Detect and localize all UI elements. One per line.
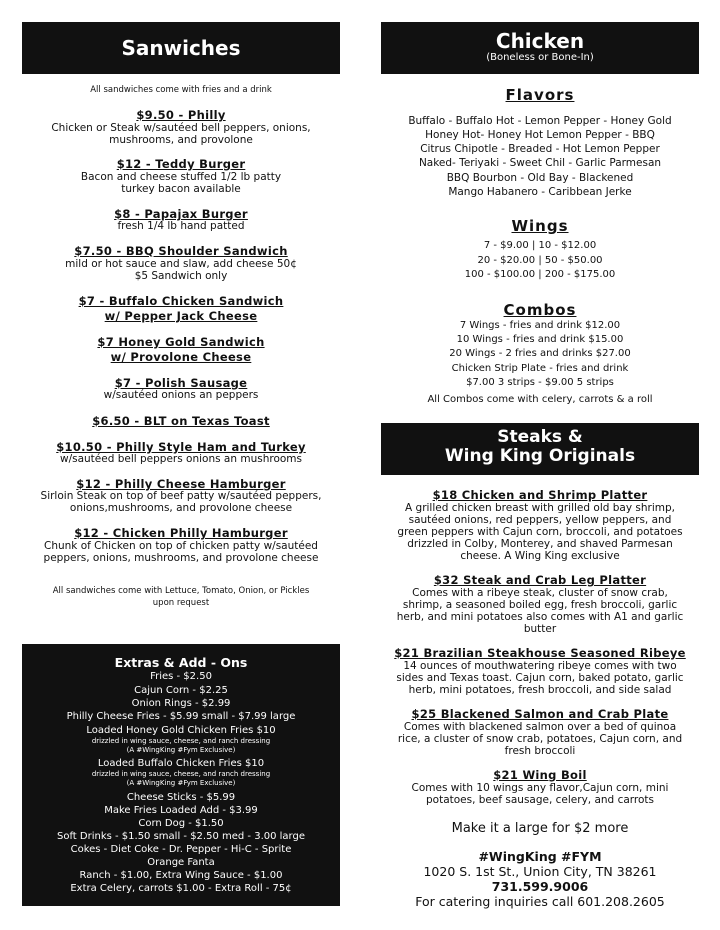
extras-line: Onion Rings - $2.99 bbox=[131, 698, 231, 709]
item-wing-boil-desc: Comes with 10 wings any flavor,Cajun corn, mini bbox=[411, 782, 669, 794]
catering-info: For catering inquiries call 601.208.2605 bbox=[415, 894, 665, 909]
item-polish-sausage-desc: w/sautéed onions an peppers bbox=[103, 389, 259, 401]
item-salmon-crab-desc: Comes with blackened salmon over a bed of quinoa bbox=[403, 721, 677, 733]
item-teddy-burger-name: $12 - Teddy Burger bbox=[116, 157, 246, 171]
item-philly-cheese-hamburger-desc: onions,mushrooms, and provolone cheese bbox=[69, 502, 293, 514]
item-ribeye-desc: herb, mini potatoes, fresh broccoli, and side salad bbox=[408, 684, 672, 696]
wings-price-line: 20 - $20.00 | 50 - $50.00 bbox=[477, 255, 603, 266]
item-steak-crab-desc: Comes with a ribeye steak, cluster of snow crab, bbox=[412, 587, 668, 599]
extras-subline: drizzled in wing sauce, cheese, and ranch dressing bbox=[91, 737, 271, 745]
item-chicken-philly-hamburger-desc: Chunk of Chicken on top of chicken patty w/sautéed bbox=[44, 540, 318, 552]
flavor-line: Buffalo - Buffalo Hot - Lemon Pepper - Honey Gold bbox=[408, 115, 672, 127]
item-philly-desc: Chicken or Steak w/sautéed bell peppers, onions, bbox=[51, 122, 311, 134]
item-bbq-shoulder-desc: mild or hot sauce and slaw, add cheese 50¢ bbox=[65, 258, 297, 270]
item-chicken-shrimp-desc: sautéed onions, red peppers, yellow peppers, and bbox=[408, 514, 672, 526]
combos-note: All Combos come with celery, carrots & a roll bbox=[427, 394, 653, 405]
extras-subline: drizzled in wing sauce, cheese, and ranch dressing bbox=[91, 770, 271, 778]
flavor-line: BBQ Bourbon - Old Bay - Blackened bbox=[446, 172, 634, 184]
flavor-line: Naked- Teriyaki - Sweet Chil - Garlic Parmesan bbox=[418, 157, 662, 169]
combo-line: 10 Wings - fries and drink $15.00 bbox=[456, 334, 624, 345]
item-ham-turkey-name: $10.50 - Philly Style Ham and Turkey bbox=[56, 440, 306, 454]
item-philly-name: $9.50 - Philly bbox=[136, 108, 226, 122]
extras-line: Loaded Honey Gold Chicken Fries $10 bbox=[86, 725, 276, 736]
combo-line: $7.00 3 strips - $9.00 5 strips bbox=[466, 377, 614, 388]
item-ribeye-desc: 14 ounces of mouthwatering ribeye comes with two bbox=[403, 660, 677, 672]
item-steak-crab-name: $32 Steak and Crab Leg Platter bbox=[433, 573, 647, 587]
extras-line: Corn Dog - $1.50 bbox=[138, 818, 224, 829]
item-buffalo-chicken-name: w/ Pepper Jack Cheese bbox=[104, 309, 258, 323]
extras-line: Make Fries Loaded Add - $3.99 bbox=[104, 805, 258, 816]
address: 1020 S. 1st St., Union City, TN 38261 bbox=[423, 864, 657, 879]
sandwiches-intro: All sandwiches come with fries and a drink bbox=[90, 85, 272, 95]
item-honey-gold-name: w/ Provolone Cheese bbox=[110, 350, 252, 364]
extras-line: Soft Drinks - $1.50 small - $2.50 med - 3.00 large bbox=[56, 831, 305, 842]
item-buffalo-chicken-name: $7 - Buffalo Chicken Sandwich bbox=[78, 294, 284, 308]
sandwiches-outro: All sandwiches come with Lettuce, Tomato, Onion, or Pickles bbox=[52, 586, 310, 596]
extras-line: Extra Celery, carrots $1.00 - Extra Roll - 75¢ bbox=[70, 883, 292, 894]
phone-number: 731.599.9006 bbox=[491, 879, 589, 894]
item-chicken-shrimp-desc: cheese. A Wing King exclusive bbox=[460, 550, 620, 562]
chicken-subtitle: (Boneless or Bone-In) bbox=[486, 52, 594, 63]
item-chicken-shrimp-name: $18 Chicken and Shrimp Platter bbox=[432, 488, 648, 502]
item-papajax-burger-desc: fresh 1/4 lb hand patted bbox=[117, 220, 245, 232]
item-blt-name: $6.50 - BLT on Texas Toast bbox=[92, 414, 270, 428]
combo-line: 7 Wings - fries and drink $12.00 bbox=[459, 320, 621, 331]
sandwiches-banner: Sanwiches bbox=[22, 22, 340, 74]
steaks-title-line2: Wing King Originals bbox=[444, 446, 636, 466]
extras-subline: (A #WingKing #Fym Exclusive) bbox=[126, 746, 236, 754]
extras-title: Extras & Add - Ons bbox=[114, 655, 248, 670]
item-salmon-crab-desc: fresh broccoli bbox=[504, 745, 576, 757]
item-chicken-shrimp-desc: drizzled in Colby, Monterey, and shaved Parmesan bbox=[407, 538, 673, 550]
item-papajax-burger-name: $8 - Papajax Burger bbox=[114, 207, 248, 221]
large-upgrade-note: Make it a large for $2 more bbox=[451, 821, 629, 836]
item-honey-gold-name: $7 Honey Gold Sandwich bbox=[97, 335, 265, 349]
flavor-line: Honey Hot- Honey Hot Lemon Pepper - BBQ bbox=[425, 129, 655, 141]
hashtags: #WingKing #FYM bbox=[478, 849, 602, 864]
combo-line: Chicken Strip Plate - fries and drink bbox=[451, 363, 629, 374]
extras-line: Cajun Corn - $2.25 bbox=[134, 685, 228, 696]
item-ribeye-desc: sides and Texas toast. Cajun corn, baked potato, garlic bbox=[396, 672, 684, 684]
item-chicken-philly-hamburger-name: $12 - Chicken Philly Hamburger bbox=[74, 526, 288, 540]
extras-subline: (A #WingKing #Fym Exclusive) bbox=[126, 779, 236, 787]
flavor-line: Mango Habanero - Caribbean Jerke bbox=[448, 186, 632, 198]
item-ham-turkey-desc: w/sautéed bell peppers onions an mushrooms bbox=[59, 453, 302, 465]
combos-heading: Combos bbox=[503, 301, 577, 319]
extras-line: Cokes - Diet Coke - Dr. Pepper - Hi-C - Sprite bbox=[70, 844, 292, 855]
steaks-title-line1: Steaks & bbox=[497, 427, 583, 447]
item-steak-crab-desc: butter bbox=[523, 623, 557, 635]
item-chicken-philly-hamburger-desc: peppers, onions, mushrooms, and provolone cheese bbox=[43, 552, 319, 564]
wings-heading: Wings bbox=[511, 217, 569, 235]
item-polish-sausage-name: $7 - Polish Sausage bbox=[114, 376, 248, 390]
item-bbq-shoulder-desc: $5 Sandwich only bbox=[134, 270, 228, 282]
chicken-banner bbox=[381, 22, 699, 74]
combo-line: 20 Wings - 2 fries and drinks $27.00 bbox=[449, 348, 631, 359]
item-philly-desc: mushrooms, and provolone bbox=[109, 134, 253, 146]
item-wing-boil-name: $21 Wing Boil bbox=[493, 768, 587, 782]
extras-line: Loaded Buffalo Chicken Fries $10 bbox=[97, 758, 265, 769]
item-chicken-shrimp-desc: green peppers with Cajun corn, broccoli, and potatoes bbox=[397, 526, 683, 538]
chicken-title: Chicken bbox=[495, 29, 585, 53]
item-teddy-burger-desc: Bacon and cheese stuffed 1/2 lb patty bbox=[80, 171, 282, 183]
item-philly-cheese-hamburger-name: $12 - Philly Cheese Hamburger bbox=[76, 477, 286, 491]
item-wing-boil-desc: potatoes, beef sausage, celery, and carrots bbox=[425, 794, 655, 806]
item-salmon-crab-desc: rice, a cluster of snow crab, potatoes, Cajun corn, and bbox=[397, 733, 683, 745]
extras-line: Orange Fanta bbox=[147, 857, 215, 868]
item-steak-crab-desc: herb, and mini potatoes also comes with A1 and garlic bbox=[396, 611, 684, 623]
sandwiches-outro: upon request bbox=[152, 598, 210, 608]
flavor-line: Citrus Chipotle - Breaded - Hot Lemon Pepper bbox=[420, 143, 660, 155]
wings-price-line: 7 - $9.00 | 10 - $12.00 bbox=[483, 240, 597, 251]
flavors-heading: Flavors bbox=[505, 86, 575, 104]
item-ribeye-name: $21 Brazilian Steakhouse Seasoned Ribeye bbox=[394, 646, 686, 660]
steaks-banner bbox=[381, 423, 699, 475]
extras-line: Fries - $2.50 bbox=[150, 671, 212, 682]
item-chicken-shrimp-desc: A grilled chicken breast with grilled old bay shrimp, bbox=[405, 502, 675, 514]
item-teddy-burger-desc: turkey bacon available bbox=[121, 183, 241, 195]
item-steak-crab-desc: shrimp, a seasoned boiled egg, fresh broccoli, garlic bbox=[402, 599, 678, 611]
extras-line: Ranch - $1.00, Extra Wing Sauce - $1.00 bbox=[79, 870, 283, 881]
extras-line: Cheese Sticks - $5.99 bbox=[126, 792, 236, 803]
item-philly-cheese-hamburger-desc: Sirloin Steak on top of beef patty w/sautéed peppers, bbox=[40, 490, 322, 502]
extras-line: Philly Cheese Fries - $5.99 small - $7.99 large bbox=[66, 711, 296, 722]
item-salmon-crab-name: $25 Blackened Salmon and Crab Plate bbox=[411, 707, 669, 721]
wings-price-line: 100 - $100.00 | 200 - $175.00 bbox=[464, 269, 616, 280]
item-bbq-shoulder-name: $7.50 - BBQ Shoulder Sandwich bbox=[74, 244, 288, 258]
